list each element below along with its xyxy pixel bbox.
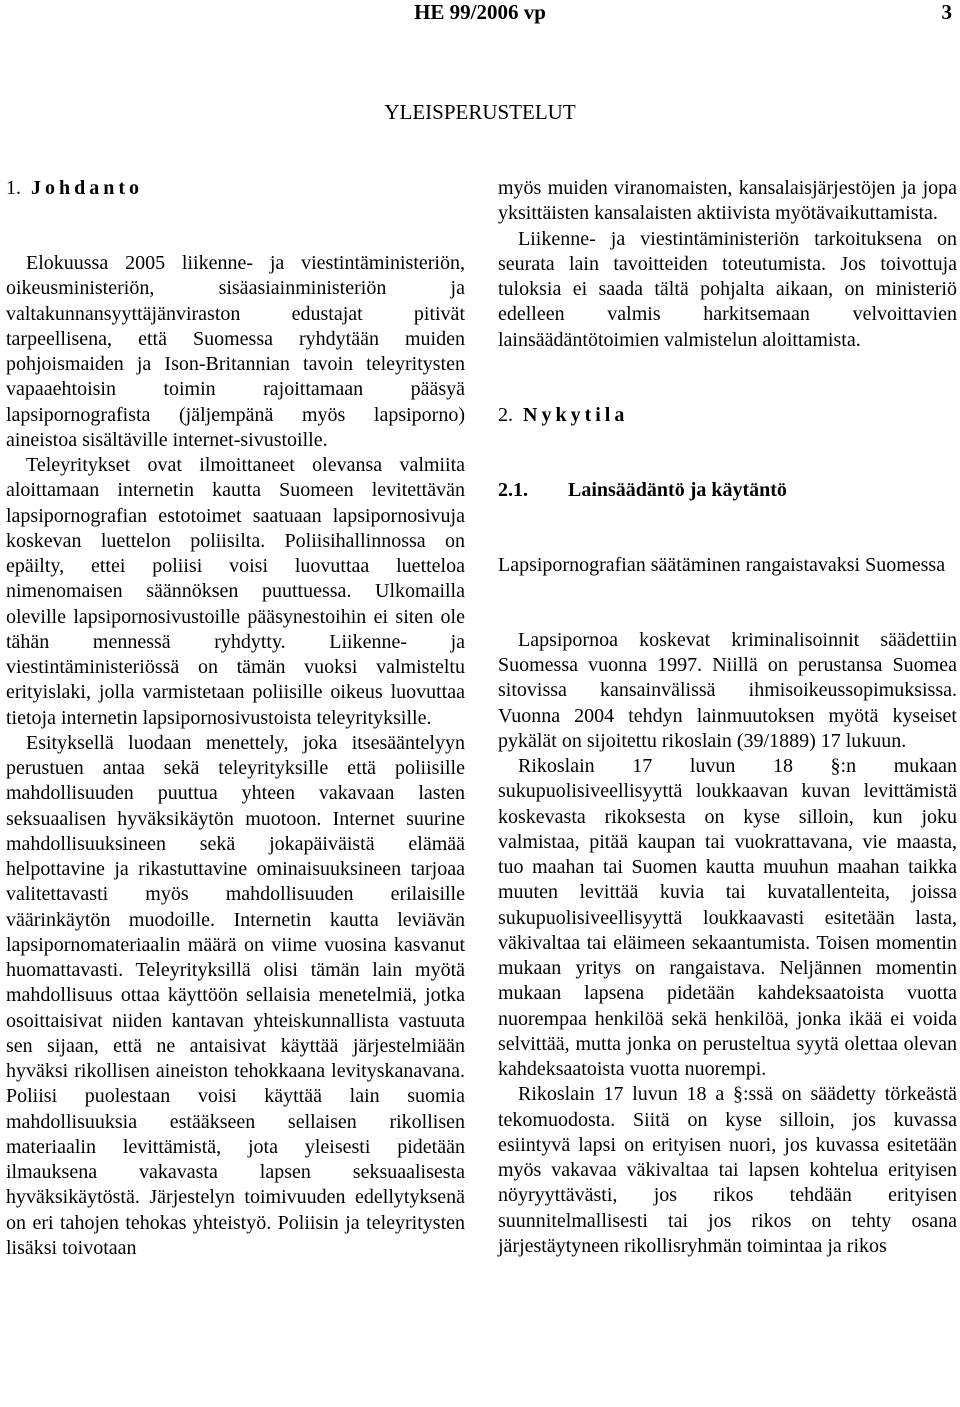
heading-introduction [6, 176, 465, 251]
page-number: 3 [941, 0, 952, 24]
heading-title: Nykytila [523, 403, 629, 426]
paragraph: Rikoslain 17 luvun 18 a §:ssä on säädetty törkeästä tekomuodosta. Siitä on kyse silloin, jos kuvassa esiintyvä lapsi on erityisen nuori, jos kuvassa esitetään myös vakavaa väkivaltaa tai lapsen kohtelua erityisen nöyryyttävästi, jos rikos tehdään erityisen suunnitelmallisesti tai jos rikos on tehty osana järjestäytyneen rikollisryhmän toimintaa ja rikos [498, 1083, 957, 1257]
paragraph: Rikoslain 17 luvun 18 §:n mukaan sukupuolisiveellisyyttä loukkaavan kuvan levittämistä koskevasta rikoksesta on kyse silloin, kun joku valmistaa, pitää kaupan tai vuokrattavana, vie maasta, tuo maahan tai Suomen kautta muuhun maahan taikka muuten levittää kuvia tai kuvatallenteita, joissa sukupuolisiveellisyyttä loukkaavasti esitetään lasta, väkivaltaa tai eläimeen sekaantumista. Toisen momentin mukaan yritys on rangaistava. Neljännen momentin mukaan lapsena pidetään kahdeksaatoista vuotta nuorempaa henkilöä sekä henkilöä, jonka ikää ei voida selvittää, mutta jonka on perusteltua syytä olettaa olevan kahdeksaatoista vuotta nuorempi. [498, 755, 957, 1080]
subheading-legislation [498, 478, 957, 553]
heading-current-state [498, 403, 957, 478]
heading-number: 2. [498, 403, 513, 426]
subheading-number: 2.1. [498, 478, 528, 501]
paragraph: Liikenne- ja viestintäministeriön tarkoituksena on seurata lain tavoitteiden toteutumista. Jos toivottuja tuloksia ei saada tältä pohjalta aikaan, on ministeriö edelleen valmis harkitsemaan velvoittavien lainsäädäntötoimien valmistelun aloittamista. [498, 227, 957, 351]
document-id: HE 99/2006 vp [414, 0, 546, 24]
subsubheading: Lapsipornografian säätäminen rangaistavaksi Suomessa [498, 553, 946, 576]
left-column [6, 176, 465, 1261]
paragraph: Elokuussa 2005 liikenne- ja viestintäministeriön, oikeusministeriön, sisäasiainministeriön ja valtakunnansyyttäjänviraston edustajat pitivät tarpeellisena, että Suomessa ryhdytään muiden pohjoismaiden ja Ison-Britannian tavoin teleyritysten vapaaehtoisin toimin rajoittamaan pääsyä lapsipornografista (jäljempänä myös lapsiporno) aineistoa sisältäville internet-sivustoille. [6, 252, 465, 451]
right-column [498, 176, 957, 1259]
paragraph: Lapsipornoa koskevat kriminalisoinnit säädettiin Suomessa vuonna 1997. Niillä on perustansa Suomea sitovissa kansainvälissä ihmisoikeussopimuksissa. Vuonna 2004 tehdyn lainmuutoksen myötä kyseiset pykälät on sijoitettu rikoslain (39/1889) 17 lukuun. [498, 628, 957, 752]
heading-number: 1. [6, 177, 21, 199]
section-title: YLEISPERUSTELUT [384, 100, 576, 124]
paragraph: myös muiden viranomaisten, kansalaisjärjestöjen ja jopa yksittäisten kansalaisten aktiivista myötävaikuttamista. [498, 177, 957, 225]
paragraph: Teleyritykset ovat ilmoittaneet olevansa valmiita aloittamaan internetin kautta Suomeen levitettävän lapsipornografian estotoimet saatuaan lapsipornosivuja koskevan luettelon poliisilta. Poliisihallinnossa on epäilty, ettei poliisi voisi luovuttaa luetteloa nimenomaisen säännöksen puuttuessa. Ulkomailla oleville lapsipornosivustoille pääsynestoihin ei siten ole tähän mennessä ryhdytty. Liikenne- ja viestintäministeriössä on tämän vuoksi valmisteltu erityislaki, jolla varmistetaan poliisille oikeus luovuttaa tietoja internetin lapsipornosivustoista teleyrityksille. [6, 454, 465, 729]
subheading-title: Lainsäädäntö ja käytäntö [568, 478, 787, 501]
paragraph: Esityksellä luodaan menettely, joka itsesääntelyyn perustuen antaa sekä teleyrityksille että poliisille mahdollisuuden puuttua yhteen vakavaan lasten seksuaalisen hyväksikäytön muotoon. Internet suurine mahdollisuuksineen sekä jokapäiväistä elämää helpottavine ja rikastuttavine ominaisuuksineen tarjoaa valitettavasti myös mahdollisuuden erilaisille väärinkäytön muodoille. Internetin kautta leviävän lapsipornomateriaalin määrä on viime vuosina kasvanut huomattavasti. Teleyrityksillä olisi tämän lain myötä mahdollisuus ottaa käyttöön sellaisia menetelmiä, jotka osoittaisivat niiden kantavan yhteiskunnallista vastuuta sen sijaan, että ne antaisivat käyttää järjestelmiään hyväksi rikollisen aineiston tehokkaana levityskanavana. Poliisi puolestaan voisi käyttää lain suomia mahdollisuuksia estääkseen sellaisen rikollisen materiaalin levittämistä, jota yleisesti pidetään ilmauksena vakavasta lapsen seksuaalisesta hyväksikäytöstä. Järjestelyn toimivuuden edellytyksenä on eri tahojen tehokas yhteistyö. Poliisin ja teleyritysten lisäksi toivotaan [6, 731, 465, 1259]
heading-title: Johdanto [31, 177, 144, 199]
